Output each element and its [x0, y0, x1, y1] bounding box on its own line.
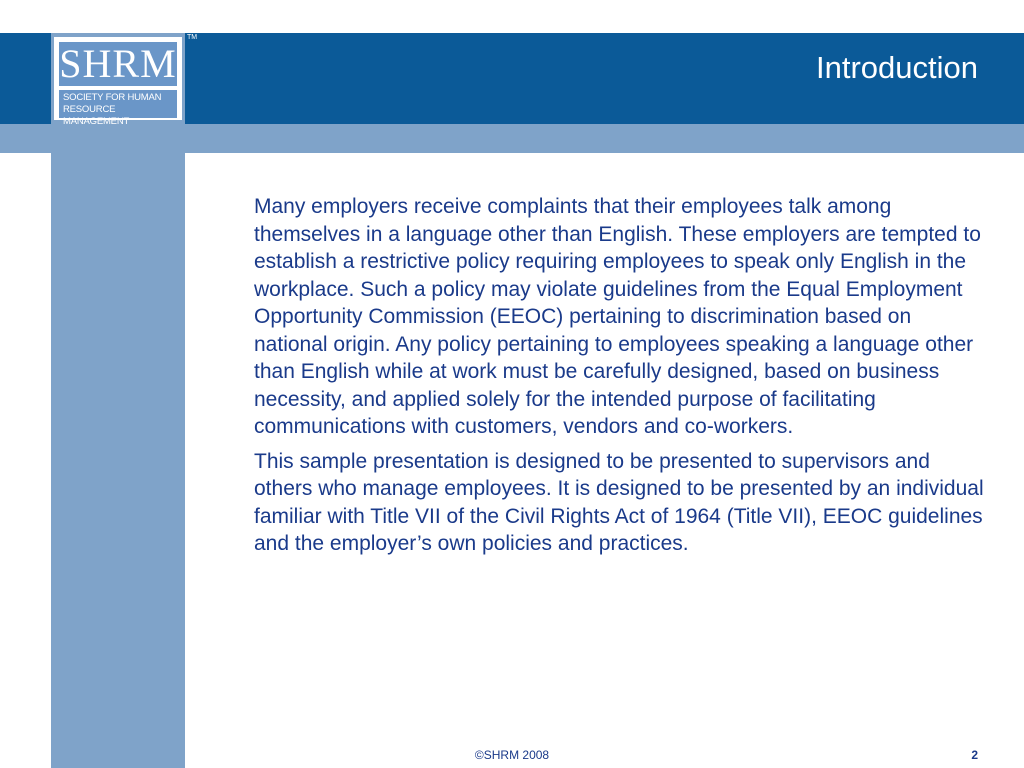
logo-tagline: SOCIETY FOR HUMAN RESOURCE MANAGEMENT: [59, 90, 177, 118]
slide-title: Introduction: [816, 50, 978, 85]
left-stripe: [51, 124, 185, 768]
logo-frame: [54, 37, 182, 127]
top-band: [0, 0, 1024, 33]
slide-body: [254, 193, 984, 565]
trademark-symbol: TM: [187, 34, 198, 41]
logo-mark: SHRM: [59, 41, 177, 86]
footer-copyright: ©SHRM 2008: [474, 748, 550, 762]
shrm-logo: [51, 33, 185, 127]
page-number: 2: [971, 748, 978, 762]
body-paragraph-1: Many employers receive complaints that their employees talk among themselves in a language other than English. These employers are tempted to establish a restrictive policy requiring employees to speak only English in the workplace. Such a policy may violate guidelines from the Equal Employment Opportunity Commission (EEOC) pertaining to discrimination based on national origin. Any policy pertaining to employees speaking a language other than English while at work must be carefully designed, based on business necessity, and applied solely for the intended purpose of facilitating communications with customers, vendors and co-workers.: [254, 195, 981, 438]
body-paragraph-2: This sample presentation is designed to be presented to supervisors and others who manage employees. It is designed to be presented by an individual familiar with Title VII of the Civil Rights Act of 1964 (Title VII), EEOC guidelines and the employer’s own policies and practices.: [254, 449, 984, 555]
